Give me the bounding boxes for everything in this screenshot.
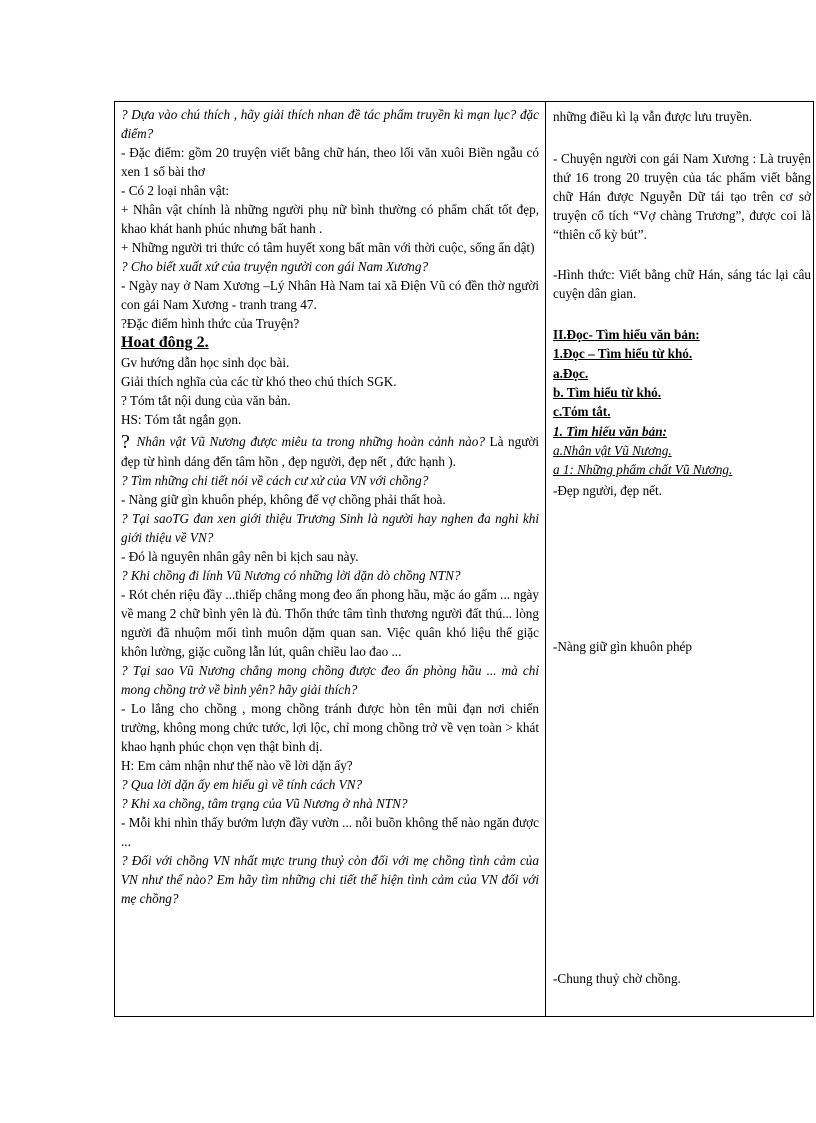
section-character: a.Nhân vật Vũ Nương.	[553, 443, 672, 458]
text-intellectuals: + Những người tri thức có tâm huyết xong bất mãn với thời cuộc, sống ẩn dật)	[121, 240, 535, 255]
section-qualities: a 1: Những phẩm chất Vũ Nương.	[553, 462, 733, 477]
question-mark: ?	[121, 431, 130, 453]
left-column	[121, 105, 539, 908]
question-form: ?Đặc điểm hình thức của Truyện?	[121, 316, 300, 331]
text-origin: - Ngày nay ở Nam Xương –Lý Nhân Hà Nam tai xã Điện Vũ có đền thờ người con gái Nam Xương - tranh trang 47.	[121, 278, 539, 312]
text-cause: - Đó là nguyên nhân gây nên bi kịch sau này.	[121, 549, 359, 564]
section-summary: c.Tóm tắt.	[553, 404, 611, 419]
text-behaviour: - Nàng giữ gìn khuôn phép, không để vợ chồng phải thất hoà.	[121, 492, 446, 507]
section-word-study: b. Tìm hiểu từ khó.	[553, 385, 662, 400]
text-farewell: - Rót chén riệu đầy ...thiếp chẳng mong đeo ấn phong hầu, mặc áo gấm ... ngày về mang 2 chữ bình yên là đủ. Thốn thức tâm tình thương người đất thú... lòng người đã nhuộm mối tình muôn dặm quan san. Việc quân khó liệu thế giặc khôn lường, giặc cuồng lẫn lút, quân chiều lao đao ...	[121, 587, 539, 659]
question-vu-nuong-portrayal	[121, 432, 539, 471]
section-text-study: 1. Tìm hiểu văn bản:	[553, 424, 667, 439]
question-origin: ? Cho biết xuất xứ của truyện người con gái Nam Xương?	[121, 259, 429, 274]
text-two-character-types: - Có 2 loại nhân vật:	[121, 183, 230, 198]
question-farewell: ? Khi chồng đi lính Vũ Nương có những lời dặn dò chồng NTN?	[121, 568, 461, 583]
question-title-meaning: ? Dựa vào chú thích , hãy giải thích nhan đề tác phẩm truyền kì mạn lục? đặc điểm?	[121, 107, 539, 141]
text-faithful: -Chung thuỷ chờ chồng.	[553, 971, 681, 986]
answer-text: Là người đẹp từ hình dáng đến tâm hồn , đẹp người, đẹp nết , đức hạnh ).	[121, 434, 539, 469]
question-truong-sinh: ? Tại saoTG đan xen giới thiệu Trương Sinh là người hay nghen đa nghi khi giới thiệu về VN?	[121, 511, 539, 545]
text-guide-reading: Gv hướng dẫn học sinh dọc bài.	[121, 355, 290, 370]
question-behaviour: ? Tìm những chi tiết nói về cách cư xử của VN với chồng?	[121, 473, 429, 488]
text-feeling-question: H: Em cảm nhận như thế nào về lời dặn ấy?	[121, 758, 353, 773]
section-read: a.Đọc.	[553, 366, 589, 381]
column-divider	[545, 102, 546, 1016]
question-mood: ? Khi xa chồng, tâm trạng của Vũ Nương ở nhà NTN?	[121, 796, 408, 811]
text-form: -Hình thức: Viết bằng chữ Hán, sáng tác lại câu cuyện dân gian.	[553, 267, 811, 301]
text-propriety: -Nàng giữ gìn khuôn phép	[553, 639, 693, 654]
question-mother-in-law: ? Đối với chồng VN nhất mực trung thuỷ còn đối với mẹ chồng tình cảm của VN như thế nào? Em hãy tìm những chi tiết thể hiện tình cảm của VN đối với mẹ chồng?	[121, 853, 539, 906]
lesson-table	[114, 101, 814, 1017]
text-summarize: ? Tóm tắt nội dung của văn bản.	[121, 393, 291, 408]
text-explain-words: Giải thích nghĩa của các từ khó theo chú thích SGK.	[121, 374, 397, 389]
text-legend: những điều kì lạ vẫn được lưu truyền.	[553, 109, 753, 124]
text-story-info: - Chuyện người con gái Nam Xương : Là truyện thứ 16 trong 20 truyện của tác phẩm viết bằng chữ Hán được Nguyễn Dữ tái tạo trên cơ sở truyện cổ tích “Vợ chàng Trương”, được coi là “thiên cổ kỳ bút”.	[553, 151, 811, 242]
text-main-characters: + Nhân vật chính là những người phụ nữ bình thường có phẩm chất tốt đẹp, khao khát hanh phúc nhưng bất hanh .	[121, 202, 539, 236]
question-why-safe-return: ? Tại sao Vũ Nương chẳng mong chồng được đeo ấn phòng hầu ... mà chỉ mong chồng trở về bình yên? hãy giải thích?	[121, 663, 539, 697]
text-features: - Đặc điểm: gồm 20 truyện viết bằng chữ hán, theo lối văn xuôi Biền ngẫu có xen 1 số bài thơ	[121, 145, 539, 179]
section-words: 1.Đọc – Tìm hiểu từ khó.	[553, 346, 693, 361]
question-character: ? Qua lời dặn ấy em hiểu gì về tính cách VN?	[121, 777, 363, 792]
question-text: Nhân vật Vũ Nương được miêu ta trong những hoàn cảnh nào?	[131, 434, 485, 449]
activity-heading: Hoat đông 2.	[121, 334, 209, 351]
text-worry: - Lo lắng cho chồng , mong chồng tránh được hòn tên mũi đạn nơi chiến trường, không mong chức tước, lợi lộc, chỉ mong chồng trở về vẹn toàn > khát khao hạnh phúc chọn vẹn thật bình dị.	[121, 701, 539, 754]
text-sadness: - Mỗi khi nhìn thấy bướm lượn đầy vườn ... nỗi buồn không thể nào ngăn được ...	[121, 815, 539, 849]
section-reading: II.Đọc- Tìm hiểu văn bản:	[553, 327, 700, 342]
text-beauty: -Đẹp người, đẹp nết.	[553, 483, 662, 498]
text-student-summary: HS: Tóm tắt ngắn gọn.	[121, 412, 242, 427]
